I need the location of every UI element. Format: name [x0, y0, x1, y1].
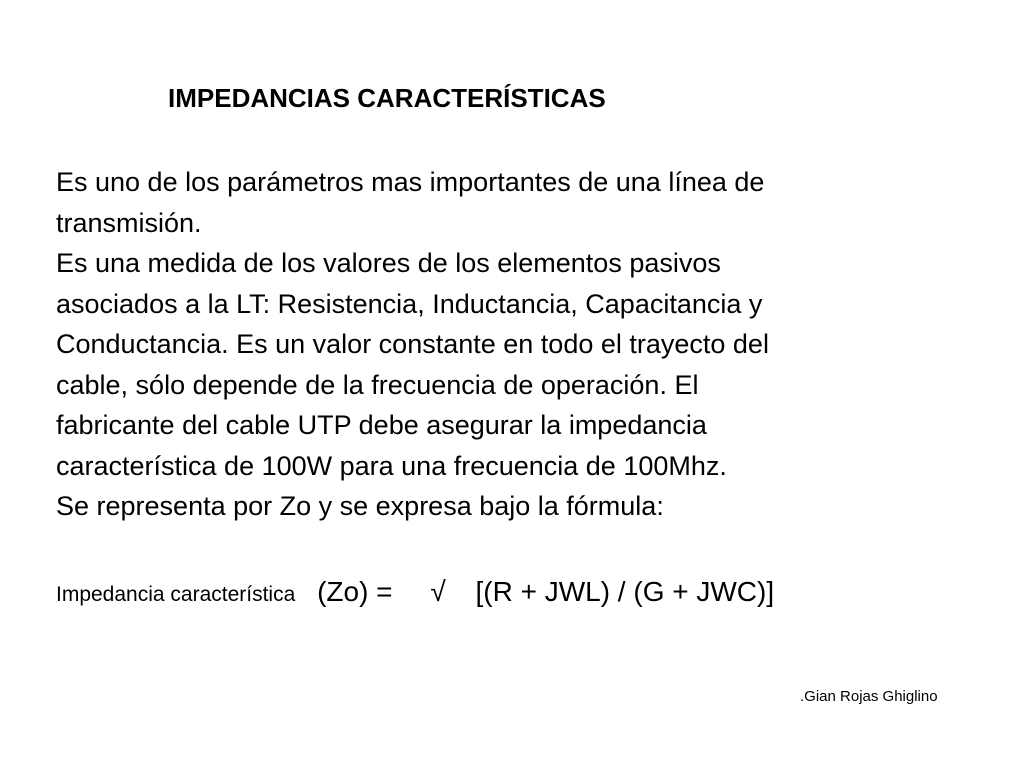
slide-title: IMPEDANCIAS CARACTERÍSTICAS	[168, 83, 606, 113]
body-line: característica de 100W para una frecuencia de 100Mhz.	[56, 450, 727, 481]
formula-label: Impedancia característica	[56, 583, 296, 606]
body-line: fabricante del cable UTP debe asegurar la impedancia	[56, 410, 707, 440]
body-line: transmisión.	[56, 207, 202, 238]
body-line: asociados a la LT: Resistencia, Inductancia, Capacitancia y	[56, 288, 763, 319]
formula-lhs: (Zo) =	[317, 576, 393, 607]
formula-rhs: [(R + JWL) / (G + JWC)]	[475, 576, 775, 607]
author-credit: .Gian Rojas Ghiglino	[800, 688, 938, 705]
body-line: Es uno de los parámetros mas importantes de una línea de	[56, 167, 765, 197]
slide-body	[56, 162, 976, 527]
impedance-formula	[56, 572, 774, 615]
body-line: Es una medida de los valores de los elementos pasivos	[56, 248, 721, 278]
body-line: Conductancia. Es un valor constante en todo el trayecto del	[56, 329, 769, 359]
body-line: Se representa por Zo y se expresa bajo la fórmula:	[56, 491, 664, 521]
square-root-symbol: √	[430, 576, 446, 607]
body-line: cable, sólo depende de la frecuencia de operación. El	[56, 369, 699, 400]
